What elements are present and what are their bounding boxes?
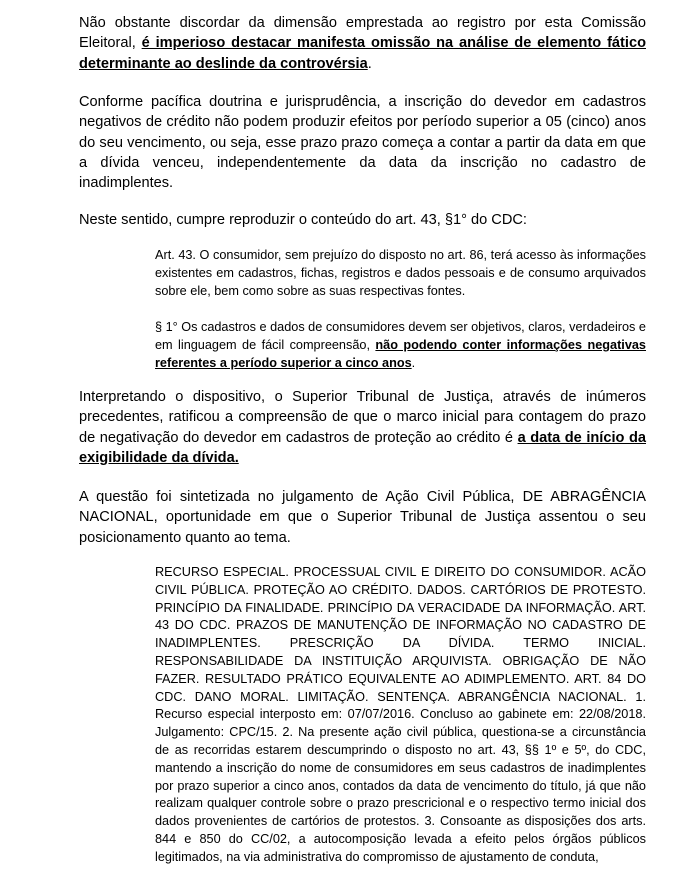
paragraph-cdc-intro: Neste sentido, cumpre reproduzir o conteúdo do art. 43, §1° do CDC: bbox=[79, 212, 527, 228]
paragraph-civil-action: A questão foi sintetizada no julgamento de Ação Civil Pública, DE ABRAGÊNCIA NACIONAL, oportunidade em que o Superior Tribunal de Justiça assentou o seu posicionamento quanto ao tema. bbox=[79, 489, 646, 546]
quote-paragraph-1-text: § 1° Os cadastros e dados de consumidores devem ser objetivos, claros, verdadeiros e em linguagem de fácil compreensão, bbox=[155, 320, 646, 352]
paragraph-stj-emphasis: a data de início da exigibilidade da dívida. bbox=[79, 429, 647, 466]
quote-paragraph-1-end: . bbox=[411, 355, 416, 370]
paragraph-omission-text: Não obstante discordar da dimensão emprestada ao registro por esta Comissão Eleitoral, bbox=[79, 15, 646, 52]
paragraph-stj-text: Interpretando o dispositivo, o Superior Tribunal de Justiça, através de inúmeros precedentes, ratificou a compreensão de que o marco inicial para contagem do prazo de negativação do devedor em cadastros de proteção ao crédito é bbox=[79, 389, 646, 446]
quote-art-43: Art. 43. O consumidor, sem prejuízo do disposto no art. 86, terá acesso às informações existentes em cadastros, fichas, registros e dados pessoais e de consumo arquivados sobre ele, bem como sobre as suas respectivas fontes. bbox=[155, 248, 646, 298]
paragraph-doctrine: Conforme pacífica doutrina e jurisprudência, a inscrição do devedor em cadastros negativos de crédito não podem produzir efeitos por período superior a 05 (cinco) anos do seu vencimento, ou seja, esse prazo prazo começa a contar a partir da data em que a dívida venceu, independentemente da data da inscrição no cadastro de inadimplentes. bbox=[79, 94, 646, 192]
quote-paragraph-1 bbox=[155, 319, 646, 372]
quote-jurisprudence: RECURSO ESPECIAL. PROCESSUAL CIVIL E DIREITO DO CONSUMIDOR. ACÃO CIVIL PÚBLICA. PROTEÇÃO AO CRÉDITO. DADOS. CARTÓRIOS DE PROTESTO. PRINCÍPIO DA FINALIDADE. PRINCÍPIO DA VERACIDADE DA INFORMAÇÃO. ART. 43 DO CDC. PRAZOS DE MANUTENÇÃO DE INFORMAÇÃO NO CADASTRO DE INADIMPLENTES. PRESCRIÇÃO DA DÍVIDA. TERMO INICIAL. RESPONSABILIDADE DA INSTITUIÇÃO ARQUIVISTA. OBRIGAÇÃO DE NÃO FAZER. RESULTADO PRÁTICO EQUIVALENTE AO ADIMPLEMENTO. ART. 84 DO CDC. DANO MORAL. LIMITAÇÃO. SENTENÇA. ABRANGÊNCIA NACIONAL. 1. Recurso especial interposto em: 07/07/2016. Concluso ao gabinete em: 22/08/2018. Julgamento: CPC/15. 2. Na presente ação civil pública, questiona-se a circunstância de as recorridas estarem descumprindo o disposto no art. 43, §§ 1º e 5º, do CDC, mantendo a inscrição do nome de consumidores em seus cadastros de inadimplentes por prazo superior a cinco anos, contados da data de vencimento do título, já que não realizam qualquer controle sobre o prazo prescricional e o respectivo termo inicial dos dados provenientes de cartórios de protestos. 3. Consoante as disposições dos arts. 844 e 850 do CC/02, a autocomposição levada a efeito pelos órgãos públicos legitimados, na via administrativa do compromisso de ajustamento de conduta, bbox=[155, 565, 646, 864]
paragraph-omission bbox=[79, 13, 646, 74]
paragraph-stj-interpretation bbox=[79, 387, 646, 468]
paragraph-omission-emphasis: é imperioso destacar manifesta omissão na análise de elemento fático determinante ao deslinde da controvérsia bbox=[79, 35, 646, 72]
quote-paragraph-1-emphasis: não podendo conter informações negativas referentes a período superior a cinco anos bbox=[155, 337, 646, 370]
paragraph-omission-end: . bbox=[367, 55, 372, 72]
